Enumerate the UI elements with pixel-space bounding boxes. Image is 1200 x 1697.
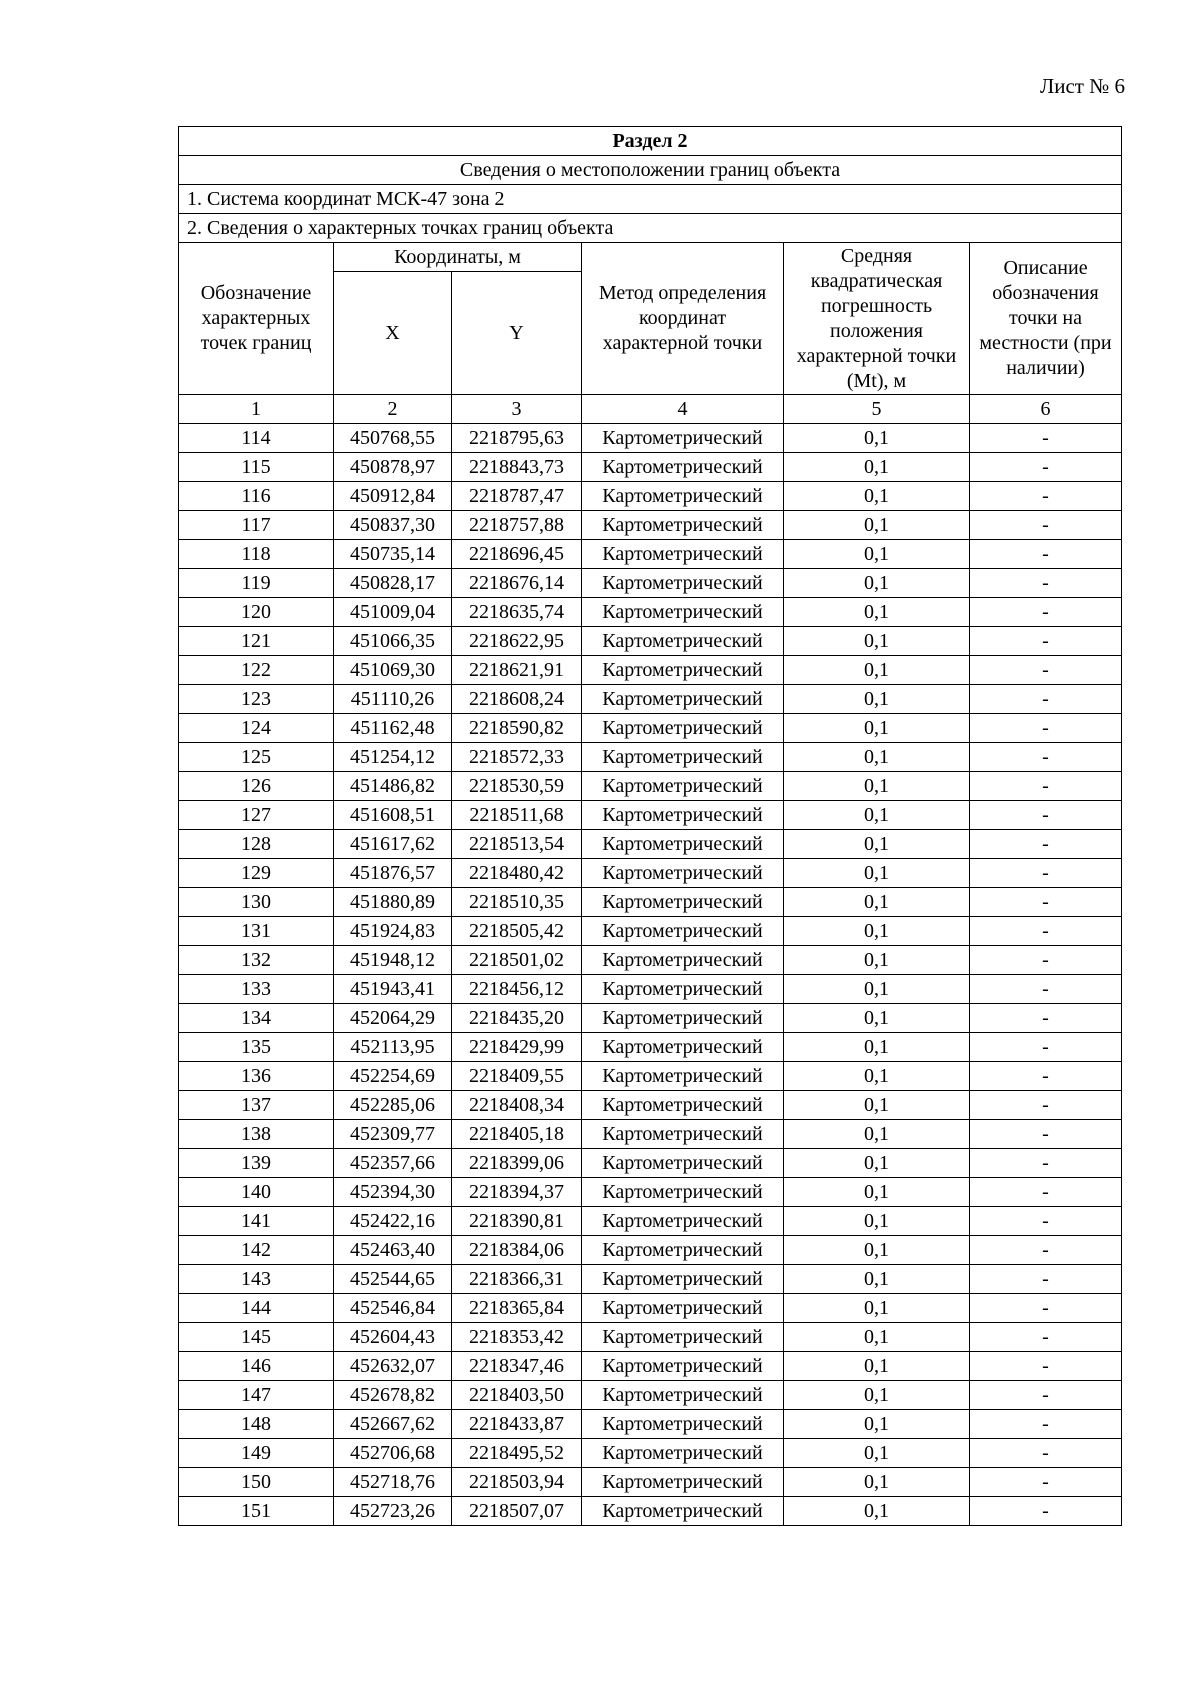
y-coordinate-cell: 2218676,14: [452, 569, 582, 598]
x-coordinate-cell: 451617,62: [334, 830, 452, 859]
y-coordinate-cell: 2218505,42: [452, 917, 582, 946]
x-coordinate-cell: 452309,77: [334, 1120, 452, 1149]
method-cell: Картометрический: [582, 1062, 784, 1091]
point-number-cell: 116: [179, 482, 334, 511]
method-cell: Картометрический: [582, 1236, 784, 1265]
x-coordinate-cell: 452544,65: [334, 1265, 452, 1294]
accuracy-cell: 0,1: [784, 1207, 970, 1236]
description-cell: -: [970, 772, 1122, 801]
y-coordinate-cell: 2218408,34: [452, 1091, 582, 1120]
x-coordinate-cell: 452678,82: [334, 1381, 452, 1410]
method-cell: Картометрический: [582, 917, 784, 946]
x-coordinate-cell: 452113,95: [334, 1033, 452, 1062]
accuracy-cell: 0,1: [784, 801, 970, 830]
accuracy-cell: 0,1: [784, 1149, 970, 1178]
y-coordinate-cell: 2218409,55: [452, 1062, 582, 1091]
method-cell: Картометрический: [582, 540, 784, 569]
y-coordinate-cell: 2218394,37: [452, 1178, 582, 1207]
x-coordinate-cell: 452546,84: [334, 1294, 452, 1323]
point-number-cell: 115: [179, 453, 334, 482]
table-row: [179, 627, 1122, 656]
point-number-cell: 122: [179, 656, 334, 685]
description-cell: -: [970, 685, 1122, 714]
description-cell: -: [970, 627, 1122, 656]
method-cell: Картометрический: [582, 888, 784, 917]
description-cell: -: [970, 946, 1122, 975]
table-row: [179, 714, 1122, 743]
table-row: [179, 511, 1122, 540]
header-point-designation: Обозначение характерных точек границ: [179, 243, 334, 395]
y-coordinate-cell: 2218608,24: [452, 685, 582, 714]
column-number: 2: [334, 395, 452, 424]
header-method: Метод определения координат характерной точки: [582, 243, 784, 395]
table-row: [179, 1091, 1122, 1120]
accuracy-cell: 0,1: [784, 1091, 970, 1120]
x-coordinate-cell: 451110,26: [334, 685, 452, 714]
table-row: [179, 1120, 1122, 1149]
y-coordinate-cell: 2218843,73: [452, 453, 582, 482]
table-row: [179, 859, 1122, 888]
method-cell: Картометрический: [582, 859, 784, 888]
header-accuracy: Средняя квадратическая погрешность положения характерной точки (Mt), м: [784, 243, 970, 395]
accuracy-cell: 0,1: [784, 627, 970, 656]
description-cell: -: [970, 859, 1122, 888]
x-coordinate-cell: 452604,43: [334, 1323, 452, 1352]
y-coordinate-cell: 2218696,45: [452, 540, 582, 569]
table-row: [179, 453, 1122, 482]
points-heading-row: [179, 214, 1122, 243]
y-coordinate-cell: 2218511,68: [452, 801, 582, 830]
table-row: [179, 1468, 1122, 1497]
y-coordinate-cell: 2218622,95: [452, 627, 582, 656]
point-number-cell: 124: [179, 714, 334, 743]
table-row: [179, 1352, 1122, 1381]
table-row: [179, 1410, 1122, 1439]
table-row: [179, 1497, 1122, 1526]
coord-system: 1. Система координат МСК-47 зона 2: [179, 185, 1122, 214]
table-row: [179, 1381, 1122, 1410]
method-cell: Картометрический: [582, 830, 784, 859]
table-row: [179, 801, 1122, 830]
accuracy-cell: 0,1: [784, 1410, 970, 1439]
column-number-row: [179, 395, 1122, 424]
section-title: Раздел 2: [179, 127, 1122, 156]
method-cell: Картометрический: [582, 1410, 784, 1439]
x-coordinate-cell: 451880,89: [334, 888, 452, 917]
method-cell: Картометрический: [582, 1352, 784, 1381]
table-row: [179, 946, 1122, 975]
table-row: [179, 685, 1122, 714]
accuracy-cell: 0,1: [784, 598, 970, 627]
header-coordinates: Координаты, м: [334, 243, 582, 272]
description-cell: -: [970, 1178, 1122, 1207]
method-cell: Картометрический: [582, 714, 784, 743]
y-coordinate-cell: 2218435,20: [452, 1004, 582, 1033]
accuracy-cell: 0,1: [784, 656, 970, 685]
description-cell: -: [970, 1062, 1122, 1091]
accuracy-cell: 0,1: [784, 685, 970, 714]
point-number-cell: 136: [179, 1062, 334, 1091]
y-coordinate-cell: 2218787,47: [452, 482, 582, 511]
x-coordinate-cell: 451876,57: [334, 859, 452, 888]
method-cell: Картометрический: [582, 975, 784, 1004]
x-coordinate-cell: 450735,14: [334, 540, 452, 569]
method-cell: Картометрический: [582, 1004, 784, 1033]
method-cell: Картометрический: [582, 1178, 784, 1207]
accuracy-cell: 0,1: [784, 1294, 970, 1323]
x-coordinate-cell: 451943,41: [334, 975, 452, 1004]
point-number-cell: 143: [179, 1265, 334, 1294]
description-cell: -: [970, 453, 1122, 482]
method-cell: Картометрический: [582, 656, 784, 685]
boundary-points-table: [178, 126, 1122, 1526]
column-number: 1: [179, 395, 334, 424]
table-row: [179, 1033, 1122, 1062]
y-coordinate-cell: 2218503,94: [452, 1468, 582, 1497]
x-coordinate-cell: 450912,84: [334, 482, 452, 511]
y-coordinate-cell: 2218795,63: [452, 424, 582, 453]
x-coordinate-cell: 451162,48: [334, 714, 452, 743]
table-row: [179, 1265, 1122, 1294]
table-row: [179, 1236, 1122, 1265]
description-cell: -: [970, 540, 1122, 569]
x-coordinate-cell: 451924,83: [334, 917, 452, 946]
description-cell: -: [970, 1033, 1122, 1062]
point-number-cell: 120: [179, 598, 334, 627]
accuracy-cell: 0,1: [784, 1120, 970, 1149]
description-cell: -: [970, 917, 1122, 946]
table-row: [179, 1294, 1122, 1323]
y-coordinate-cell: 2218429,99: [452, 1033, 582, 1062]
accuracy-cell: 0,1: [784, 859, 970, 888]
y-coordinate-cell: 2218507,07: [452, 1497, 582, 1526]
table-row: [179, 1004, 1122, 1033]
y-coordinate-cell: 2218433,87: [452, 1410, 582, 1439]
x-coordinate-cell: 451069,30: [334, 656, 452, 685]
x-coordinate-cell: 450837,30: [334, 511, 452, 540]
table-row: [179, 424, 1122, 453]
y-coordinate-cell: 2218353,42: [452, 1323, 582, 1352]
point-number-cell: 127: [179, 801, 334, 830]
method-cell: Картометрический: [582, 1091, 784, 1120]
x-coordinate-cell: 451486,82: [334, 772, 452, 801]
x-coordinate-cell: 452394,30: [334, 1178, 452, 1207]
x-coordinate-cell: 450828,17: [334, 569, 452, 598]
accuracy-cell: 0,1: [784, 946, 970, 975]
point-number-cell: 135: [179, 1033, 334, 1062]
description-cell: -: [970, 656, 1122, 685]
column-number: 6: [970, 395, 1122, 424]
table-row: [179, 1323, 1122, 1352]
x-coordinate-cell: 452064,29: [334, 1004, 452, 1033]
accuracy-cell: 0,1: [784, 772, 970, 801]
point-number-cell: 146: [179, 1352, 334, 1381]
y-coordinate-cell: 2218635,74: [452, 598, 582, 627]
point-number-cell: 142: [179, 1236, 334, 1265]
description-cell: -: [970, 801, 1122, 830]
point-number-cell: 141: [179, 1207, 334, 1236]
y-coordinate-cell: 2218501,02: [452, 946, 582, 975]
method-cell: Картометрический: [582, 482, 784, 511]
point-number-cell: 138: [179, 1120, 334, 1149]
method-cell: Картометрический: [582, 598, 784, 627]
point-number-cell: 118: [179, 540, 334, 569]
method-cell: Картометрический: [582, 424, 784, 453]
method-cell: Картометрический: [582, 685, 784, 714]
point-number-cell: 144: [179, 1294, 334, 1323]
y-coordinate-cell: 2218403,50: [452, 1381, 582, 1410]
description-cell: -: [970, 1410, 1122, 1439]
section-subtitle: Сведения о местоположении границ объекта: [179, 156, 1122, 185]
point-number-cell: 132: [179, 946, 334, 975]
table-row: [179, 975, 1122, 1004]
header-description: Описание обозначения точки на местности (при наличии): [970, 243, 1122, 395]
y-coordinate-cell: 2218390,81: [452, 1207, 582, 1236]
point-number-cell: 145: [179, 1323, 334, 1352]
y-coordinate-cell: 2218456,12: [452, 975, 582, 1004]
description-cell: -: [970, 1120, 1122, 1149]
accuracy-cell: 0,1: [784, 1178, 970, 1207]
table-row: [179, 888, 1122, 917]
x-coordinate-cell: 452667,62: [334, 1410, 452, 1439]
y-coordinate-cell: 2218530,59: [452, 772, 582, 801]
x-coordinate-cell: 450878,97: [334, 453, 452, 482]
point-number-cell: 147: [179, 1381, 334, 1410]
point-number-cell: 149: [179, 1439, 334, 1468]
accuracy-cell: 0,1: [784, 743, 970, 772]
table-body: [179, 127, 1122, 1526]
table-row: [179, 482, 1122, 511]
y-coordinate-cell: 2218365,84: [452, 1294, 582, 1323]
point-number-cell: 114: [179, 424, 334, 453]
accuracy-cell: 0,1: [784, 1062, 970, 1091]
column-number: 5: [784, 395, 970, 424]
table-row: [179, 656, 1122, 685]
y-coordinate-cell: 2218480,42: [452, 859, 582, 888]
description-cell: -: [970, 424, 1122, 453]
point-number-cell: 137: [179, 1091, 334, 1120]
accuracy-cell: 0,1: [784, 830, 970, 859]
description-cell: -: [970, 1323, 1122, 1352]
coord-system-row: [179, 185, 1122, 214]
accuracy-cell: 0,1: [784, 714, 970, 743]
sheet-number: Лист № 6: [1039, 74, 1125, 98]
description-cell: -: [970, 830, 1122, 859]
y-coordinate-cell: 2218405,18: [452, 1120, 582, 1149]
table-row: [179, 598, 1122, 627]
point-number-cell: 119: [179, 569, 334, 598]
x-coordinate-cell: 452285,06: [334, 1091, 452, 1120]
x-coordinate-cell: 451608,51: [334, 801, 452, 830]
point-number-cell: 130: [179, 888, 334, 917]
x-coordinate-cell: 452718,76: [334, 1468, 452, 1497]
accuracy-cell: 0,1: [784, 1468, 970, 1497]
accuracy-cell: 0,1: [784, 424, 970, 453]
description-cell: -: [970, 714, 1122, 743]
point-number-cell: 131: [179, 917, 334, 946]
method-cell: Картометрический: [582, 1381, 784, 1410]
y-coordinate-cell: 2218621,91: [452, 656, 582, 685]
point-number-cell: 140: [179, 1178, 334, 1207]
accuracy-cell: 0,1: [784, 917, 970, 946]
table-row: [179, 1149, 1122, 1178]
y-coordinate-cell: 2218399,06: [452, 1149, 582, 1178]
header-x: X: [334, 272, 452, 395]
point-number-cell: 133: [179, 975, 334, 1004]
table-row: [179, 772, 1122, 801]
point-number-cell: 125: [179, 743, 334, 772]
point-number-cell: 139: [179, 1149, 334, 1178]
description-cell: -: [970, 1497, 1122, 1526]
table-row: [179, 569, 1122, 598]
description-cell: -: [970, 1207, 1122, 1236]
table-row: [179, 743, 1122, 772]
description-cell: -: [970, 1294, 1122, 1323]
description-cell: -: [970, 1004, 1122, 1033]
description-cell: -: [970, 1149, 1122, 1178]
x-coordinate-cell: 452357,66: [334, 1149, 452, 1178]
table-row: [179, 1439, 1122, 1468]
x-coordinate-cell: 452422,16: [334, 1207, 452, 1236]
accuracy-cell: 0,1: [784, 1381, 970, 1410]
method-cell: Картометрический: [582, 511, 784, 540]
point-number-cell: 151: [179, 1497, 334, 1526]
accuracy-cell: 0,1: [784, 569, 970, 598]
point-number-cell: 134: [179, 1004, 334, 1033]
y-coordinate-cell: 2218347,46: [452, 1352, 582, 1381]
x-coordinate-cell: 451948,12: [334, 946, 452, 975]
y-coordinate-cell: 2218495,52: [452, 1439, 582, 1468]
description-cell: -: [970, 569, 1122, 598]
method-cell: Картометрический: [582, 627, 784, 656]
description-cell: -: [970, 1091, 1122, 1120]
description-cell: -: [970, 888, 1122, 917]
table-row: [179, 1062, 1122, 1091]
method-cell: Картометрический: [582, 1207, 784, 1236]
description-cell: -: [970, 1381, 1122, 1410]
accuracy-cell: 0,1: [784, 1352, 970, 1381]
x-coordinate-cell: 450768,55: [334, 424, 452, 453]
accuracy-cell: 0,1: [784, 1439, 970, 1468]
description-cell: -: [970, 1265, 1122, 1294]
method-cell: Картометрический: [582, 453, 784, 482]
point-number-cell: 121: [179, 627, 334, 656]
table-row: [179, 917, 1122, 946]
accuracy-cell: 0,1: [784, 540, 970, 569]
y-coordinate-cell: 2218510,35: [452, 888, 582, 917]
accuracy-cell: 0,1: [784, 1323, 970, 1352]
accuracy-cell: 0,1: [784, 482, 970, 511]
column-number: 3: [452, 395, 582, 424]
accuracy-cell: 0,1: [784, 1236, 970, 1265]
y-coordinate-cell: 2218513,54: [452, 830, 582, 859]
y-coordinate-cell: 2218757,88: [452, 511, 582, 540]
point-number-cell: 148: [179, 1410, 334, 1439]
points-heading: 2. Сведения о характерных точках границ объекта: [179, 214, 1122, 243]
y-coordinate-cell: 2218572,33: [452, 743, 582, 772]
point-number-cell: 123: [179, 685, 334, 714]
method-cell: Картометрический: [582, 1323, 784, 1352]
y-coordinate-cell: 2218590,82: [452, 714, 582, 743]
point-number-cell: 126: [179, 772, 334, 801]
method-cell: Картометрический: [582, 946, 784, 975]
method-cell: Картометрический: [582, 1033, 784, 1062]
method-cell: Картометрический: [582, 1468, 784, 1497]
accuracy-cell: 0,1: [784, 1004, 970, 1033]
method-cell: Картометрический: [582, 1120, 784, 1149]
x-coordinate-cell: 451066,35: [334, 627, 452, 656]
accuracy-cell: 0,1: [784, 511, 970, 540]
method-cell: Картометрический: [582, 772, 784, 801]
point-number-cell: 117: [179, 511, 334, 540]
point-number-cell: 128: [179, 830, 334, 859]
table-row: [179, 540, 1122, 569]
description-cell: -: [970, 1439, 1122, 1468]
accuracy-cell: 0,1: [784, 888, 970, 917]
method-cell: Картометрический: [582, 743, 784, 772]
x-coordinate-cell: 452723,26: [334, 1497, 452, 1526]
x-coordinate-cell: 451009,04: [334, 598, 452, 627]
accuracy-cell: 0,1: [784, 1033, 970, 1062]
table-row: [179, 1178, 1122, 1207]
method-cell: Картометрический: [582, 1439, 784, 1468]
method-cell: Картометрический: [582, 1149, 784, 1178]
x-coordinate-cell: 452706,68: [334, 1439, 452, 1468]
section-subtitle-row: [179, 156, 1122, 185]
table-row: [179, 1207, 1122, 1236]
description-cell: -: [970, 1468, 1122, 1497]
x-coordinate-cell: 452463,40: [334, 1236, 452, 1265]
method-cell: Картометрический: [582, 1265, 784, 1294]
description-cell: -: [970, 743, 1122, 772]
y-coordinate-cell: 2218384,06: [452, 1236, 582, 1265]
x-coordinate-cell: 452254,69: [334, 1062, 452, 1091]
y-coordinate-cell: 2218366,31: [452, 1265, 582, 1294]
table-row: [179, 830, 1122, 859]
method-cell: Картометрический: [582, 1294, 784, 1323]
method-cell: Картометрический: [582, 801, 784, 830]
description-cell: -: [970, 975, 1122, 1004]
accuracy-cell: 0,1: [784, 453, 970, 482]
header-y: Y: [452, 272, 582, 395]
point-number-cell: 150: [179, 1468, 334, 1497]
description-cell: -: [970, 482, 1122, 511]
accuracy-cell: 0,1: [784, 1497, 970, 1526]
section-title-row: [179, 127, 1122, 156]
method-cell: Картометрический: [582, 1497, 784, 1526]
x-coordinate-cell: 451254,12: [334, 743, 452, 772]
description-cell: -: [970, 598, 1122, 627]
point-number-cell: 129: [179, 859, 334, 888]
column-number: 4: [582, 395, 784, 424]
accuracy-cell: 0,1: [784, 1265, 970, 1294]
header-row-1: [179, 243, 1122, 272]
description-cell: -: [970, 511, 1122, 540]
accuracy-cell: 0,1: [784, 975, 970, 1004]
method-cell: Картометрический: [582, 569, 784, 598]
x-coordinate-cell: 452632,07: [334, 1352, 452, 1381]
description-cell: -: [970, 1352, 1122, 1381]
description-cell: -: [970, 1236, 1122, 1265]
